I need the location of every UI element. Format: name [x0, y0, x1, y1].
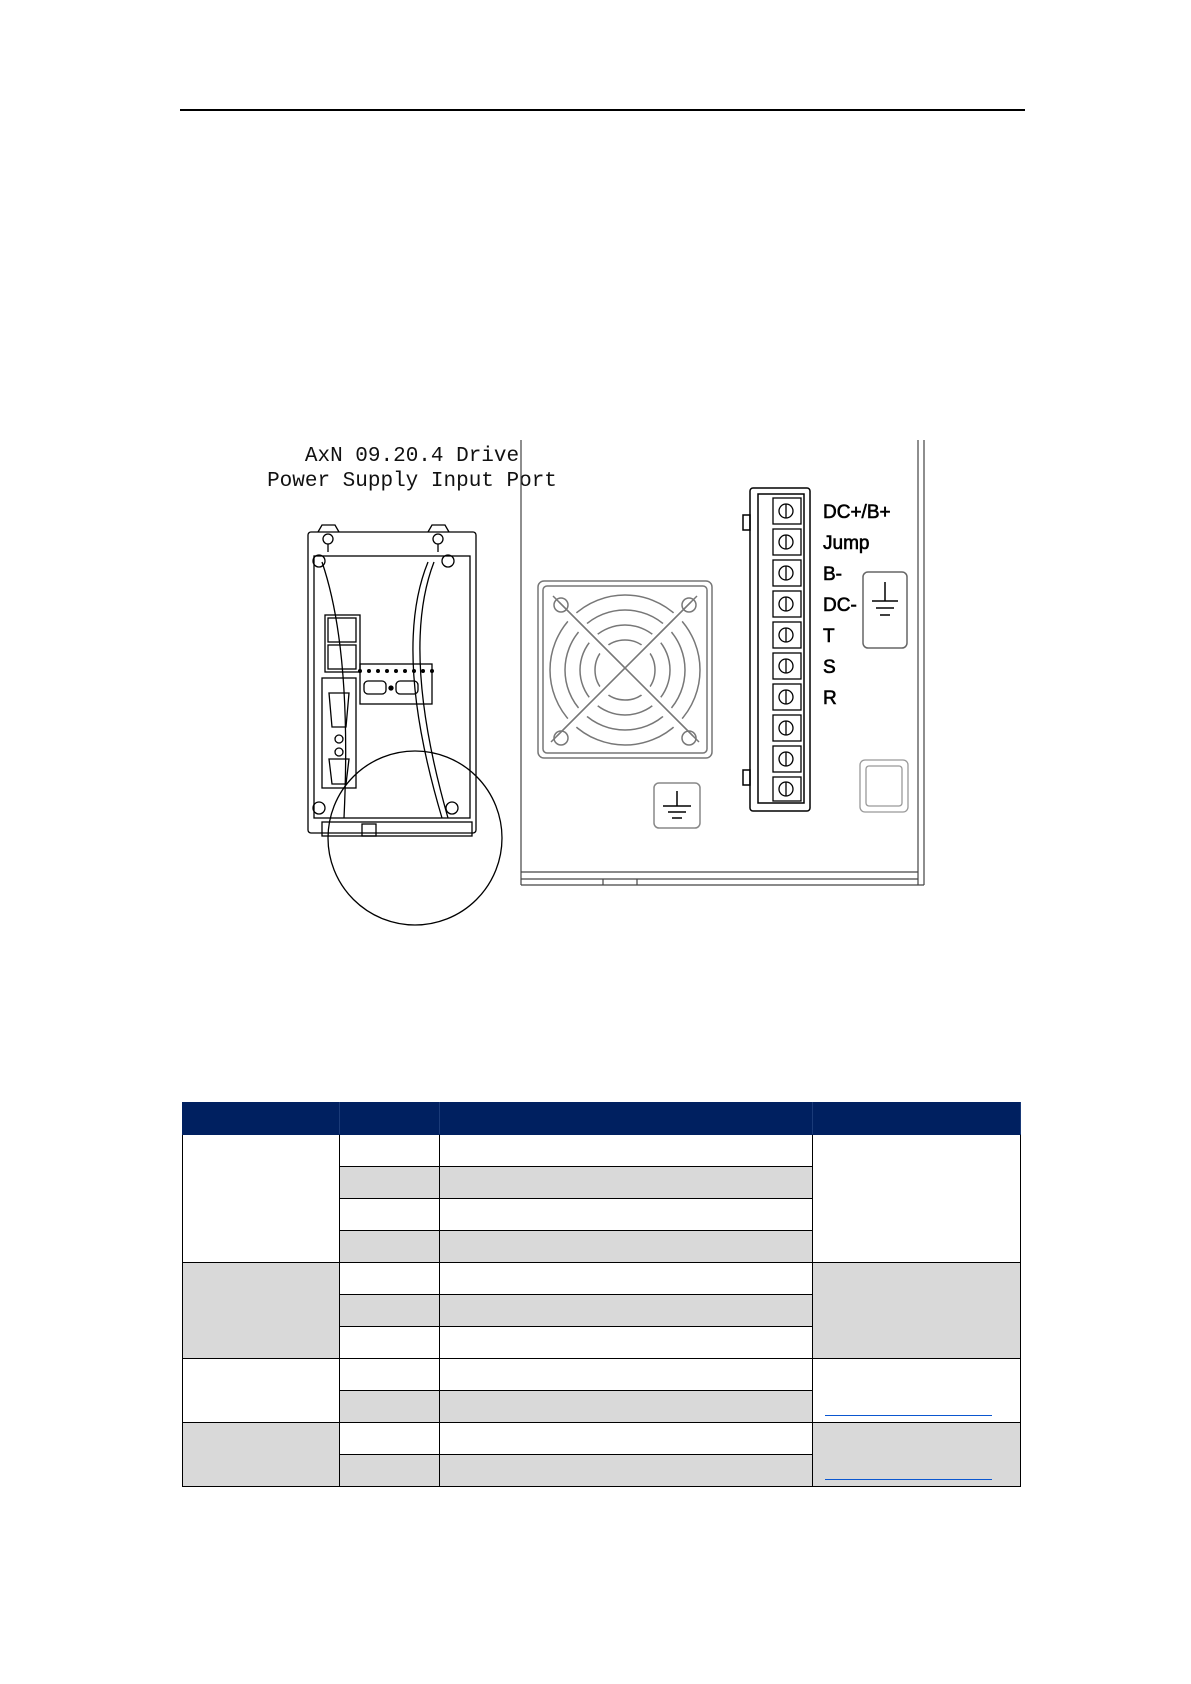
table-header-cell: [183, 1103, 340, 1135]
table-row: [183, 1135, 1021, 1167]
figure-title-line1: AxN 09.20.4 Drive: [304, 445, 520, 468]
remark-cell: [813, 1263, 1021, 1359]
table-cell: [340, 1199, 440, 1231]
remark-link-cell[interactable]: [813, 1423, 1021, 1487]
table-cell: [440, 1167, 813, 1199]
table-cell: [340, 1135, 440, 1167]
terminal-label-dc-plus-b-plus: DC+/B+: [823, 502, 891, 523]
group-cell: [183, 1263, 340, 1359]
table-cell: [440, 1135, 813, 1167]
drive-front-view: [308, 525, 502, 925]
table-cell: [340, 1455, 440, 1487]
terminal-label-r: R: [823, 688, 837, 709]
table-cell: [440, 1327, 813, 1359]
table-cell: [340, 1231, 440, 1263]
table-cell: [340, 1423, 440, 1455]
table-cell: [440, 1199, 813, 1231]
fan-icon: [538, 581, 712, 758]
group-cell: [183, 1423, 340, 1487]
terminal-label-jump: Jump: [823, 533, 870, 554]
cross-reference-link[interactable]: [825, 1479, 992, 1480]
group-cell: [183, 1359, 340, 1423]
table-cell: [440, 1455, 813, 1487]
table-cell: [440, 1391, 813, 1423]
terminal-label-dc-minus: DC-: [823, 595, 857, 616]
table-cell: [340, 1263, 440, 1295]
table-header-cell: [813, 1103, 1021, 1135]
table-cell: [340, 1327, 440, 1359]
table-cell: [340, 1167, 440, 1199]
table-cell: [340, 1391, 440, 1423]
remark-cell: [813, 1135, 1021, 1263]
table-header-cell: [440, 1103, 813, 1135]
table-cell: [340, 1359, 440, 1391]
group-cell: [183, 1135, 340, 1263]
table-cell: [440, 1263, 813, 1295]
table-row: [183, 1263, 1021, 1295]
table-row: [183, 1359, 1021, 1391]
indicator-window: [860, 760, 908, 812]
figure-title-line2: Power Supply Input Port: [267, 470, 557, 493]
cross-reference-link[interactable]: [825, 1415, 992, 1416]
terminal-label-b-minus: B-: [823, 564, 842, 585]
table-cell: [340, 1295, 440, 1327]
table-cell: [440, 1359, 813, 1391]
terminal-block: [743, 488, 810, 811]
table-cell: [440, 1423, 813, 1455]
terminal-label-s: S: [823, 657, 836, 678]
table-cell: [440, 1295, 813, 1327]
power-terminal-table: [182, 1102, 1021, 1487]
terminal-label-t: T: [823, 626, 835, 647]
table-row: [183, 1423, 1021, 1455]
ground-symbol-icon: [654, 783, 700, 828]
table-header-cell: [340, 1103, 440, 1135]
table-cell: [440, 1231, 813, 1263]
ground-symbol-icon: [863, 572, 907, 648]
remark-link-cell[interactable]: [813, 1359, 1021, 1423]
table-header-row: [183, 1103, 1021, 1135]
